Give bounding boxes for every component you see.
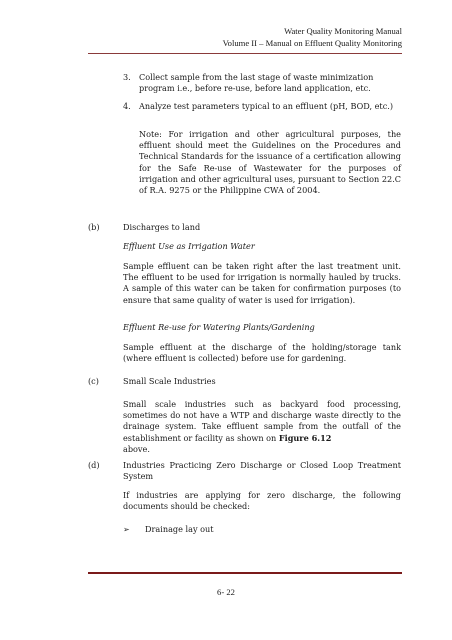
section-b-sub2-heading: Effluent Re-use for Watering Plants/Gardening — [123, 322, 315, 332]
section-b-sub1-heading: Effluent Use as Irrigation Water — [123, 241, 255, 251]
arrow-bullet-icon: ➢ — [123, 524, 130, 534]
header-title: Water Quality Monitoring Manual — [284, 26, 402, 36]
list-item-3-number: 3. — [123, 72, 131, 82]
list-item-4-number: 4. — [123, 101, 131, 111]
note-paragraph: Note: For irrigation and other agricultural purposes, the effluent should meet the Guidelines on the Procedures and Technical Standards for the issuance of a certification allowing for the Safe Re-use of Wastewater for the purposes of irrigation and other agricultural uses, pursuant to Section 22.C of R.A. 9275 or the Philippine CWA of 2004. — [139, 129, 401, 196]
section-c-text: Small scale industries such as backyard food processing, sometimes do not have a WTP and discharge waste directly to the drainage system. Take effluent sample from the outfall of the establishment or facility as shown on — [123, 399, 401, 443]
footer-rule — [88, 572, 402, 574]
list-item-3-text: Collect sample from the last stage of waste minimization program i.e., before re-use, before land application, etc. — [139, 72, 374, 94]
header-subtitle: Volume II – Manual on Effluent Quality Monitoring — [222, 38, 402, 48]
section-c-title: Small Scale Industries — [123, 376, 216, 386]
page-number: 6- 22 — [217, 587, 235, 597]
section-c-paragraph — [123, 399, 401, 455]
section-c-text-after: above. — [123, 443, 150, 454]
section-b-sub1-text: Sample effluent can be taken right after the last treatment unit. The effluent to be used for irrigation is normally hauled by trucks. A sample of this water can be taken for confirmation purposes (to ensure that same quality of water is used for irrigation). — [123, 261, 401, 305]
header-rule — [88, 53, 402, 54]
section-c-label: (c) — [88, 376, 99, 386]
bullet-item-drainage: Drainage lay out — [145, 524, 214, 534]
section-b-sub2-text: Sample effluent at the discharge of the holding/storage tank (where effluent is collected) before use for gardening. — [123, 342, 401, 364]
figure-reference: Figure 6.12 — [278, 432, 332, 443]
section-d-title: Industries Practicing Zero Discharge or Closed Loop Treatment System — [123, 460, 401, 482]
section-d-text: If industries are applying for zero discharge, the following documents should be checked: — [123, 490, 401, 512]
list-item-4-text: Analyze test parameters typical to an effluent (pH, BOD, etc.) — [139, 101, 393, 111]
section-b-title: Discharges to land — [123, 222, 201, 232]
section-d-label: (d) — [88, 460, 100, 470]
section-b-label: (b) — [88, 222, 100, 232]
